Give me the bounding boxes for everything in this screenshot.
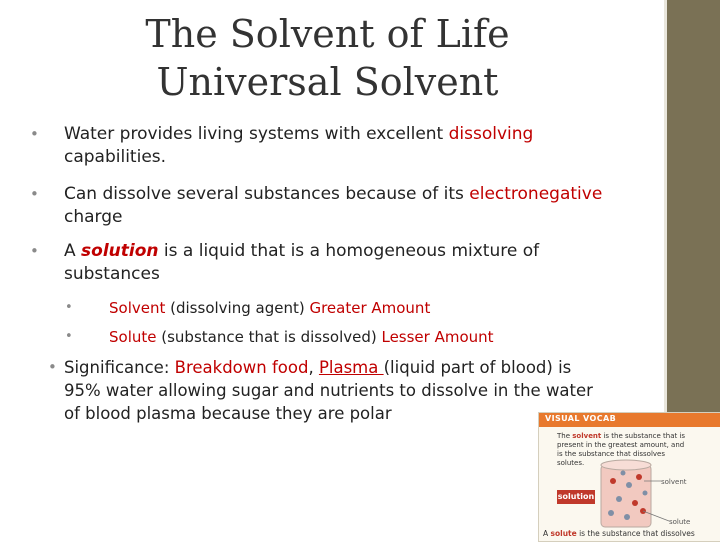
bullet-3-highlight: solution xyxy=(81,241,159,261)
vocab-top-pre: The xyxy=(557,432,573,440)
bullet-2-text: Can dissolve several substances because of its xyxy=(64,184,470,204)
bullet-dot: • xyxy=(30,185,39,203)
vocab-header-title: VISUAL VOCAB xyxy=(545,414,617,423)
beaker-rim xyxy=(601,460,651,470)
solvent-particle xyxy=(608,510,614,516)
solute-particle xyxy=(632,500,638,506)
vocab-bottom-term: solute xyxy=(550,529,577,538)
solvent-particle xyxy=(616,496,622,502)
significance-plasma: Plasma xyxy=(318,358,384,377)
sub-bullet-dot: • xyxy=(65,300,73,315)
title-line-2: Universal Solvent xyxy=(156,60,499,104)
sub-bullet-1-text: (dissolving agent) xyxy=(165,299,310,317)
solvent-particle xyxy=(624,514,630,520)
significance-text: (liquid part of blood) is xyxy=(383,358,572,377)
significance-label: Significance: xyxy=(64,358,175,377)
bullet-1-line2: capabilities. xyxy=(64,147,167,167)
sub-bullet-2 xyxy=(65,326,549,348)
vocab-solute-definition xyxy=(543,529,720,538)
significance-comma: , xyxy=(308,358,319,377)
vocab-label-solution: solution xyxy=(557,490,595,504)
vocab-bottom-post: is the substance that dissolves xyxy=(576,529,695,538)
bullet-2 xyxy=(30,183,664,229)
sub-bullet-dot: • xyxy=(65,329,73,344)
sub-bullet-1-amount: Greater Amount xyxy=(309,299,431,317)
vocab-top-post: is the substance that is present in the greatest amount, and is the substance that dissolves solutes. xyxy=(557,432,686,467)
vocab-label-solvent: solvent xyxy=(661,478,687,486)
vocab-bottom-pre: A xyxy=(543,529,551,538)
visual-vocab-figure xyxy=(538,412,720,542)
sub-bullet-2-amount: Lesser Amount xyxy=(381,328,494,346)
bullet-dot: • xyxy=(30,125,39,143)
sub-bullet-1-term: Solvent xyxy=(109,299,166,317)
bullet-3-pre: A xyxy=(64,241,82,261)
sub-bullet-2-text: (substance that is dissolved) xyxy=(156,328,382,346)
significance-line2: 95% water allowing sugar and nutrients to dissolve in the water xyxy=(64,381,593,400)
solvent-particle xyxy=(643,491,648,496)
solute-particle xyxy=(636,474,642,480)
bullet-1 xyxy=(30,123,584,169)
title-line-1: The Solvent of Life xyxy=(145,12,510,56)
bullet-1-highlight: dissolving xyxy=(448,124,534,144)
vocab-top-term: solvent xyxy=(572,432,602,440)
vocab-label-solute: solute xyxy=(669,518,691,526)
solvent-particle xyxy=(621,471,626,476)
bullet-3-line2: substances xyxy=(64,264,160,284)
sub-bullet-1 xyxy=(65,297,529,319)
bullet-2-highlight: electronegative xyxy=(469,184,603,204)
significance-line3: of blood plasma because they are polar xyxy=(64,404,392,423)
solute-particle xyxy=(610,478,616,484)
bullet-3 xyxy=(30,240,624,286)
bullet-2-line2: charge xyxy=(64,207,123,227)
significance-breakdown: Breakdown food xyxy=(174,358,309,377)
solvent-particle xyxy=(626,482,632,488)
bullet-3-text: is a liquid that is a homogeneous mixture of xyxy=(158,241,540,261)
bullet-1-text: Water provides living systems with excellent xyxy=(64,124,449,144)
bullet-dot: • xyxy=(30,242,39,260)
bullet-dot: • xyxy=(48,358,57,376)
sub-bullet-2-term: Solute xyxy=(109,328,157,346)
beaker-illustration xyxy=(539,413,720,541)
